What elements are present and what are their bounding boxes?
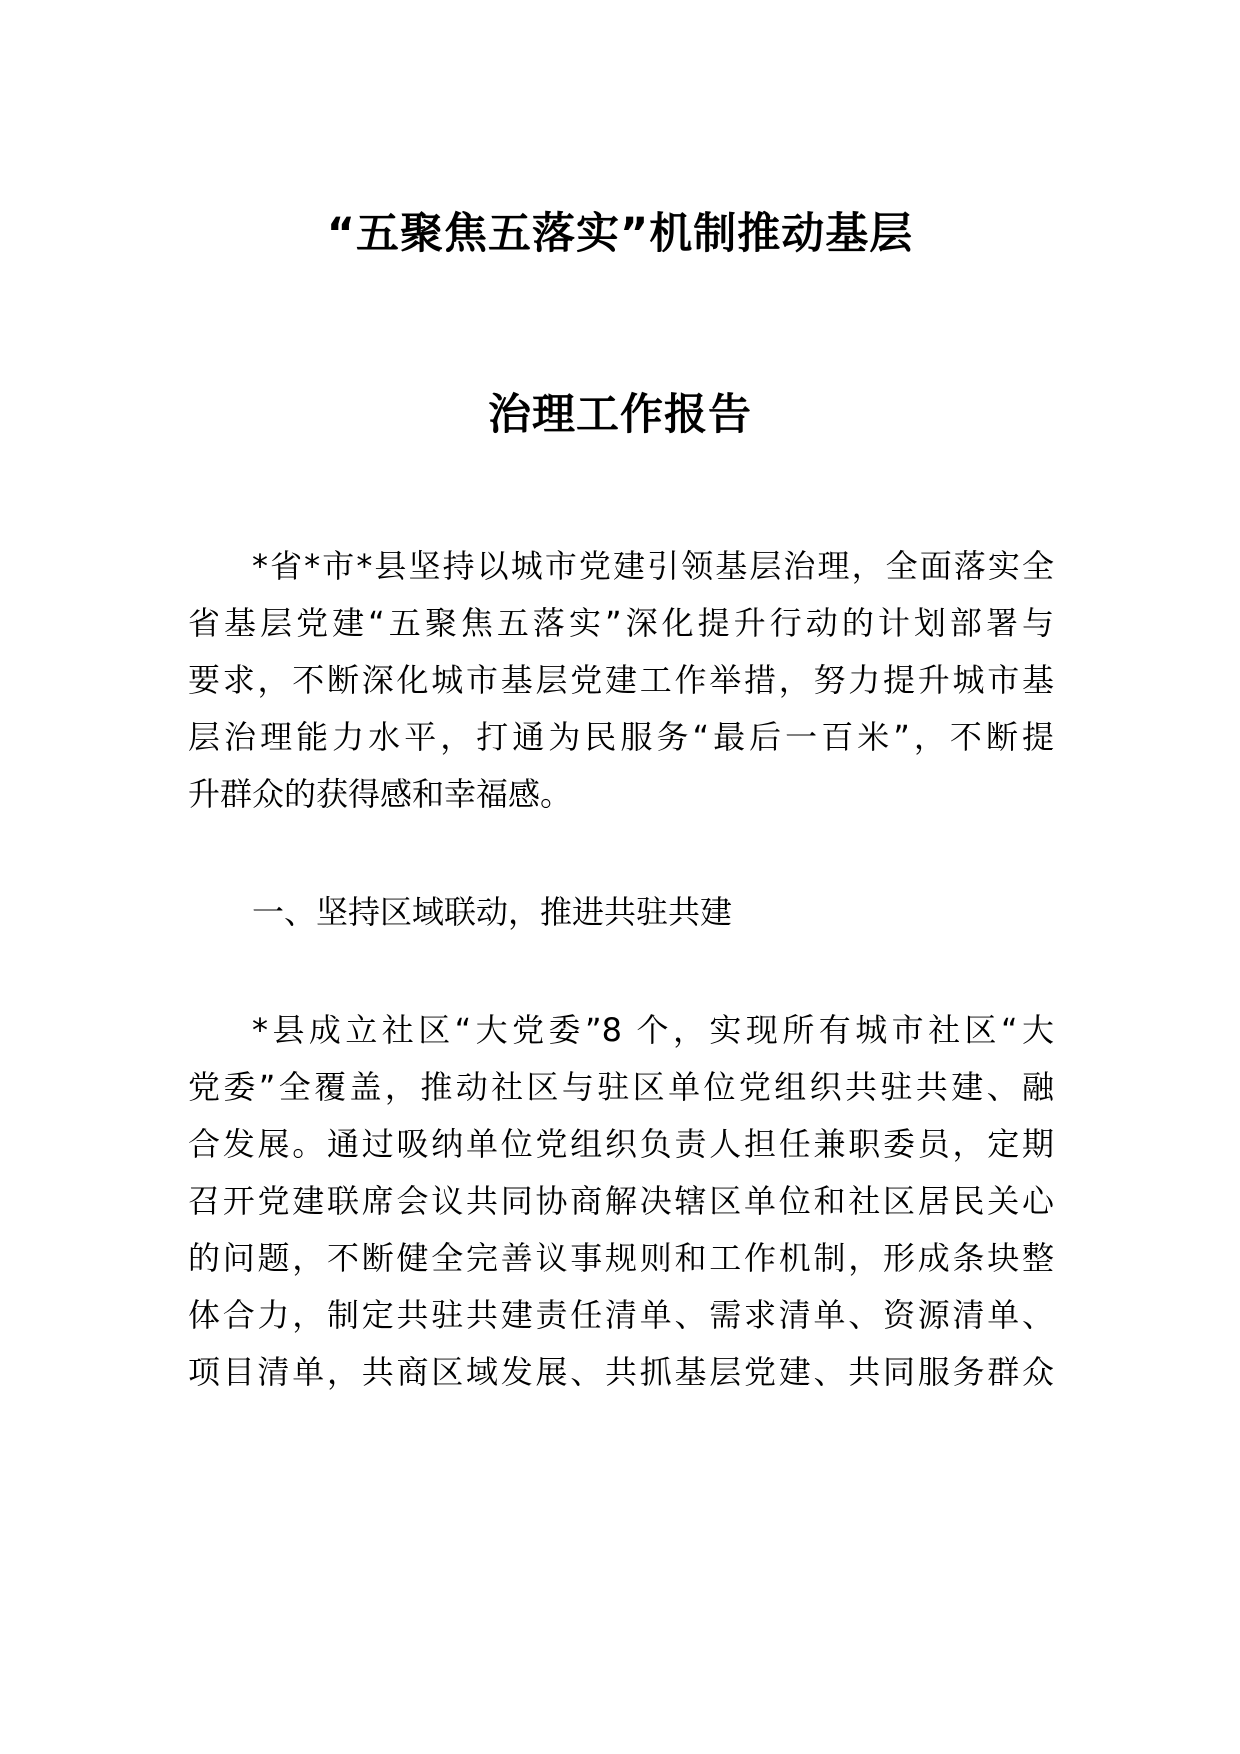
section-paragraph-line: 合发展。通过吸纳单位党组织负责人担任兼职委员，定期 [188, 1125, 1054, 1163]
intro-paragraph-line: 省基层党建“五聚焦五落实”深化提升行动的计划部署与 [188, 604, 1054, 642]
section-paragraph-line: 项目清单，共商区域发展、共抓基层党建、共同服务群众 [188, 1353, 1054, 1391]
section-heading: 一、坚持区域联动，推进共驻共建 [252, 893, 733, 931]
section-paragraph-line: 党委”全覆盖，推动社区与驻区单位党组织共驻共建、融 [188, 1068, 1054, 1106]
document-title-line-1: “五聚焦五落实”机制推动基层 [326, 209, 914, 259]
section-paragraph-line: 体合力，制定共驻共建责任清单、需求清单、资源清单、 [188, 1296, 1054, 1334]
intro-paragraph-line: *省*市*县坚持以城市党建引领基层治理，全面落实全 [252, 547, 1054, 585]
document-title-line-2: 治理工作报告 [488, 390, 752, 440]
section-paragraph-line: *县成立社区“大党委”8 个，实现所有城市社区“大 [252, 1011, 1054, 1049]
intro-paragraph-line: 层治理能力水平，打通为民服务“最后一百米”，不断提 [188, 718, 1054, 756]
intro-paragraph-line: 升群众的获得感和幸福感。 [188, 775, 573, 813]
section-paragraph-line: 的问题，不断健全完善议事规则和工作机制，形成条块整 [188, 1239, 1054, 1277]
section-paragraph-line: 召开党建联席会议共同协商解决辖区单位和社区居民关心 [188, 1182, 1054, 1220]
intro-paragraph-line: 要求，不断深化城市基层党建工作举措，努力提升城市基 [188, 661, 1054, 699]
